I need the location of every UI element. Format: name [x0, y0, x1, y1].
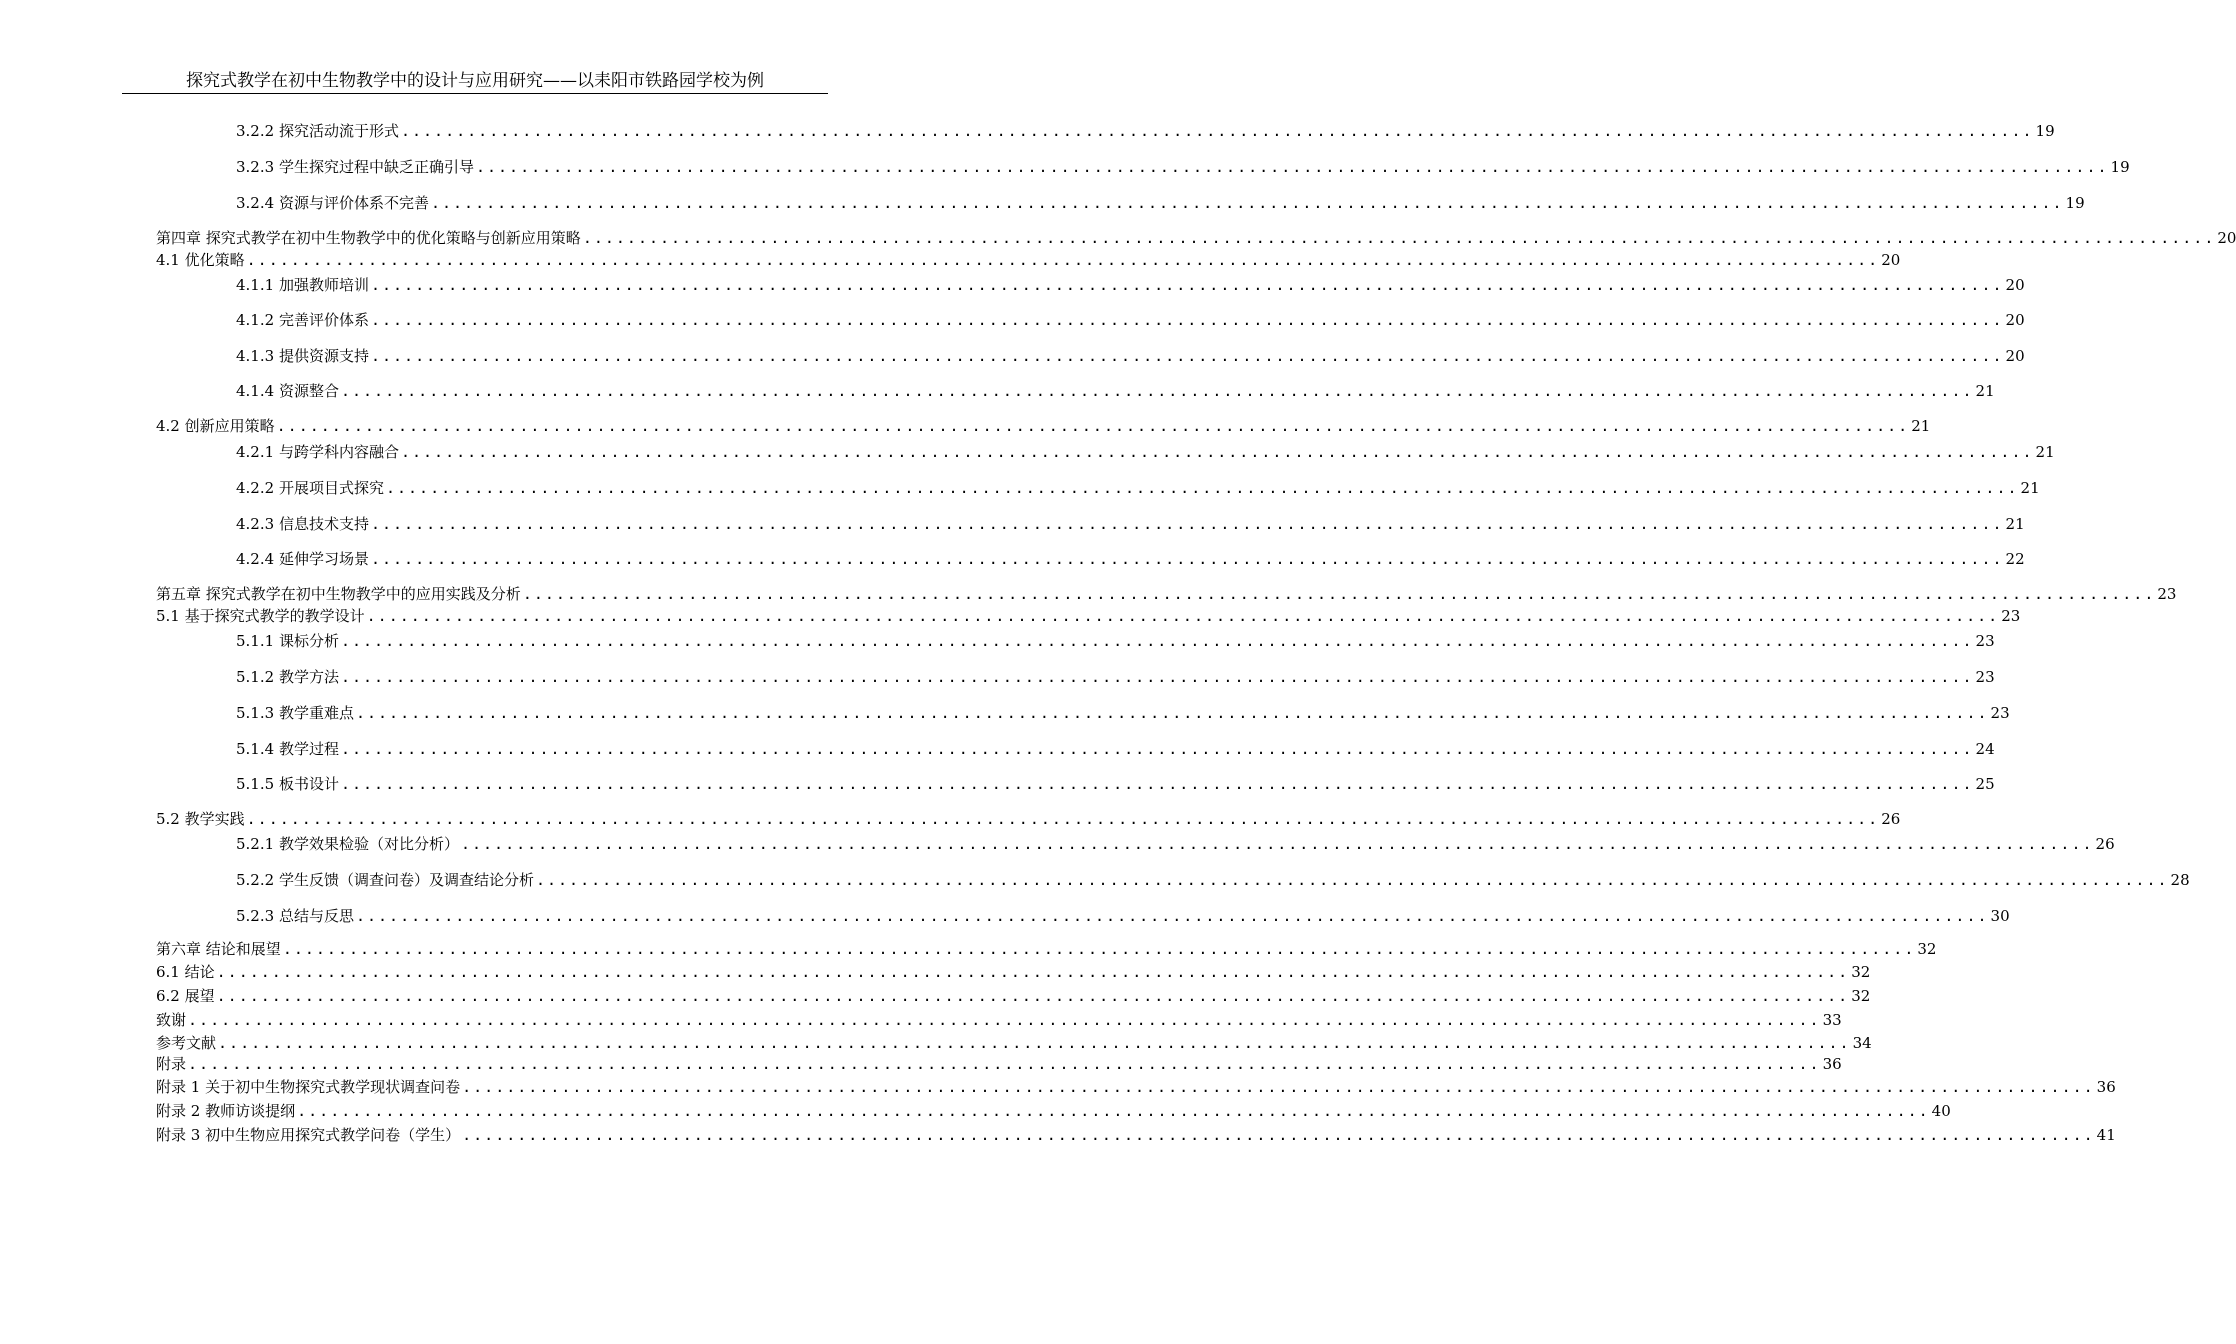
toc-leader-dots: .................................................................................................................................................... [475, 158, 2109, 176]
toc-entry-text: 完善评价体系 [278, 311, 369, 329]
toc-entry-number: 4.2 [156, 417, 180, 435]
toc-entry-title [156, 228, 581, 248]
toc-entry-references [156, 1033, 1872, 1053]
toc-entry-title [156, 962, 215, 982]
toc-page-number: 19 [2035, 122, 2055, 140]
toc-entry-number: 6.1 [156, 963, 180, 981]
toc-page-number: 20 [2005, 276, 2025, 294]
toc-entry-text: 资源整合 [278, 382, 339, 400]
toc-entry-number: 3.2.2 [236, 122, 275, 140]
toc-entry-5-1-5 [236, 774, 1995, 794]
toc-leader-dots: .................................................................................................................................................... [460, 835, 2094, 853]
toc-entry-title [156, 606, 365, 626]
toc-leader-dots: .................................................................................................................................................... [218, 1034, 1851, 1052]
toc-entry-text: 结论 [184, 963, 215, 981]
toc-leader-dots: .................................................................................................................................................... [535, 871, 2169, 889]
toc-entry-number: 4.2.1 [236, 443, 275, 461]
toc-entry-text: 教学重难点 [278, 704, 354, 722]
toc-entry-title [156, 1077, 460, 1097]
toc-leader-dots: .................................................................................................................................................... [370, 311, 2004, 329]
toc-leader-dots: .................................................................................................................................................... [385, 479, 2019, 497]
toc-entry-number: 5.2.2 [236, 871, 275, 889]
toc-entry-5-1-1 [236, 631, 1995, 651]
toc-entry-number: 附录 3 [156, 1126, 201, 1144]
toc-entry-5-1-4 [236, 739, 1995, 759]
toc-leader-dots: .................................................................................................................................................... [355, 907, 1989, 925]
toc-entry-4-2-2 [236, 478, 2040, 498]
toc-entry-appendix-1 [156, 1077, 2116, 1097]
toc-entry-text: 延伸学习场景 [278, 550, 369, 568]
toc-leader-dots: .................................................................................................................................................... [216, 987, 1850, 1005]
toc-entry-4-1-3 [236, 346, 2025, 366]
toc-entry-4-2-4 [236, 549, 2025, 569]
toc-entry-text: 结论和展望 [205, 940, 281, 958]
toc-leader-dots: .................................................................................................................................................... [216, 963, 1850, 981]
toc-entry-text: 总结与反思 [278, 907, 354, 925]
toc-page-number: 26 [1881, 810, 1901, 828]
toc-entry-title [236, 478, 384, 498]
toc-leader-dots: .................................................................................................................................................... [370, 515, 2004, 533]
toc-entry-number: 3.2.3 [236, 158, 275, 176]
toc-entry-appendix [156, 1054, 1842, 1074]
toc-leader-dots: .................................................................................................................................................... [522, 585, 2156, 603]
toc-entry-text: 提供资源支持 [278, 347, 369, 365]
toc-entry-5-1 [156, 606, 2021, 626]
toc-entry-number: 第六章 [156, 940, 202, 958]
toc-entry-5-2-3 [236, 906, 2010, 926]
toc-entry-4-2-1 [236, 442, 2055, 462]
toc-entry-number: 附录 2 [156, 1102, 201, 1120]
toc-entry-title [236, 193, 429, 213]
toc-leader-dots: .................................................................................................................................................... [355, 704, 1989, 722]
toc-page-number: 23 [2157, 585, 2177, 603]
toc-entry-text: 开展项目式探究 [278, 479, 384, 497]
toc-page-number: 23 [1990, 704, 2010, 722]
toc-leader-dots: .................................................................................................................................................... [370, 347, 2004, 365]
toc-entry-number: 5.1 [156, 607, 180, 625]
toc-page-number: 36 [1822, 1055, 1842, 1073]
toc-entry-5-1-3 [236, 703, 2010, 723]
toc-entry-title [156, 939, 281, 959]
toc-entry-5-2-1 [236, 834, 2115, 854]
toc-entry-text: 创新应用策略 [184, 417, 275, 435]
toc-entry-number: 5.1.4 [236, 740, 275, 758]
toc-entry-number: 4.1.4 [236, 382, 275, 400]
toc-entry-text: 展望 [184, 987, 215, 1005]
toc-page-number: 25 [1975, 775, 1995, 793]
toc-leader-dots: .................................................................................................................................................... [370, 550, 2004, 568]
toc-entry-text: 资源与评价体系不完善 [278, 194, 429, 212]
toc-entry-4-1 [156, 250, 1901, 270]
toc-entry-title [156, 809, 245, 829]
toc-entry-4-1-4 [236, 381, 1995, 401]
toc-entry-title [156, 1125, 460, 1145]
toc-entry-title [236, 834, 459, 854]
toc-leader-dots: .................................................................................................................................................... [276, 417, 1910, 435]
running-header: 探究式教学在初中生物教学中的设计与应用研究——以耒阳市铁路园学校为例 [186, 71, 764, 91]
toc-page-number: 32 [1917, 940, 1937, 958]
toc-entry-text: 教学方法 [278, 668, 339, 686]
toc-leader-dots: .................................................................................................................................................... [370, 276, 2004, 294]
toc-entry-title [236, 381, 339, 401]
toc-entry-number: 5.2.3 [236, 907, 275, 925]
toc-entry-text: 与跨学科内容融合 [278, 443, 399, 461]
toc-entry-title [236, 514, 369, 534]
toc-leader-dots: .................................................................................................................................................... [462, 1126, 2095, 1144]
toc-page-number: 41 [2096, 1126, 2116, 1144]
toc-entry-title [236, 346, 369, 366]
toc-leader-dots: .................................................................................................................................................... [340, 740, 1974, 758]
toc-entry-text: 教师访谈提纲 [205, 1102, 296, 1120]
toc-entry-4-1-1 [236, 275, 2025, 295]
toc-entry-number: 5.1.2 [236, 668, 275, 686]
toc-entry-5-2-2 [236, 870, 2190, 890]
toc-entry-title: 致谢 [156, 1011, 187, 1029]
toc-leader-dots: .................................................................................................................................................... [246, 810, 1880, 828]
toc-page-number: 33 [1822, 1011, 1842, 1029]
toc-page-number: 20 [2217, 229, 2236, 247]
toc-entry-number: 4.1.3 [236, 347, 275, 365]
toc-entry-number: 6.2 [156, 987, 180, 1005]
toc-page-number: 32 [1851, 987, 1871, 1005]
toc-entry-text: 教学实践 [184, 810, 245, 828]
toc-entry-title [156, 250, 245, 270]
toc-entry-title [236, 442, 399, 462]
toc-entry-title [236, 275, 369, 295]
toc-entry-title [236, 667, 339, 687]
toc-entry-number: 3.2.4 [236, 194, 275, 212]
toc-entry-6-2 [156, 986, 1871, 1006]
toc-leader-dots: .................................................................................................................................................... [366, 607, 2000, 625]
toc-leader-dots: .................................................................................................................................................... [297, 1102, 1930, 1120]
toc-page-number: 36 [2096, 1078, 2116, 1096]
toc-entry-title [236, 631, 339, 651]
toc-entry-title [156, 986, 215, 1006]
toc-entry-number: 4.2.2 [236, 479, 275, 497]
toc-page-number: 26 [2095, 835, 2115, 853]
toc-entry-number: 5.1.1 [236, 632, 275, 650]
toc-page-number: 20 [1881, 251, 1901, 269]
toc-entry-text: 基于探究式教学的教学设计 [184, 607, 365, 625]
toc-page-number: 21 [1911, 417, 1931, 435]
toc-entry-title [236, 739, 339, 759]
toc-entry-title [236, 774, 339, 794]
toc-leader-dots: .................................................................................................................................................... [462, 1078, 2095, 1096]
toc-entry-number: 5.1.5 [236, 775, 275, 793]
toc-page-number: 28 [2170, 871, 2190, 889]
toc-entry-number: 5.1.3 [236, 704, 275, 722]
toc-page-number: 19 [2110, 158, 2130, 176]
toc-entry-chapter-6 [156, 939, 1937, 959]
toc-page-number: 21 [1975, 382, 1995, 400]
toc-entry-number: 4.2.3 [236, 515, 275, 533]
toc-entry-5-2 [156, 809, 1901, 829]
toc-entry-title [236, 310, 369, 330]
toc-entry-4-2 [156, 416, 1931, 436]
toc-leader-dots: .................................................................................................................................................... [188, 1055, 1821, 1073]
toc-page-number: 32 [1851, 963, 1871, 981]
toc-entry-number: 4.1.2 [236, 311, 275, 329]
toc-entry-title [236, 121, 399, 141]
toc-entry-text: 信息技术支持 [278, 515, 369, 533]
toc-entry-title [236, 870, 534, 890]
toc-entry-3-2-2 [236, 121, 2055, 141]
toc-page-number: 34 [1852, 1034, 1872, 1052]
toc-entry-chapter-4 [156, 228, 2236, 248]
toc-page-number: 23 [1975, 668, 1995, 686]
toc-leader-dots: .................................................................................................................................................... [246, 251, 1880, 269]
toc-entry-text: 教学效果检验（对比分析） [278, 835, 459, 853]
toc-entry-chapter-5 [156, 584, 2177, 604]
toc-leader-dots: .................................................................................................................................................... [582, 229, 2216, 247]
toc-entry-3-2-4 [236, 193, 2085, 213]
toc-entry-text: 优化策略 [184, 251, 245, 269]
toc-entry-text: 学生探究过程中缺乏正确引导 [278, 158, 474, 176]
toc-entry-appendix-3 [156, 1125, 2116, 1145]
toc-leader-dots: .................................................................................................................................................... [188, 1011, 1821, 1029]
toc-page-number: 21 [2020, 479, 2040, 497]
header-rule [122, 93, 828, 94]
toc-entry-title [156, 1101, 295, 1121]
toc-leader-dots: .................................................................................................................................................... [340, 382, 1974, 400]
toc-page-number: 30 [1990, 907, 2010, 925]
toc-entry-number: 附录 1 [156, 1078, 201, 1096]
toc-page-number: 19 [2065, 194, 2085, 212]
toc-entry-number: 第四章 [156, 229, 202, 247]
toc-entry-number: 5.2 [156, 810, 180, 828]
toc-leader-dots: .................................................................................................................................................... [400, 443, 2034, 461]
toc-entry-number: 4.1.1 [236, 276, 275, 294]
toc-page-number: 20 [2005, 347, 2025, 365]
toc-page-number: 24 [1975, 740, 1995, 758]
toc-entry-title [236, 906, 354, 926]
toc-entry-text: 板书设计 [278, 775, 339, 793]
toc-page-number: 21 [2035, 443, 2055, 461]
toc-entry-text: 关于初中生物探究式教学现状调查问卷 [205, 1078, 461, 1096]
toc-entry-text: 加强教师培训 [278, 276, 369, 294]
toc-entry-title [236, 703, 354, 723]
toc-entry-title: 附录 [156, 1055, 187, 1073]
toc-leader-dots: .................................................................................................................................................... [340, 668, 1974, 686]
toc-leader-dots: .................................................................................................................................................... [400, 122, 2034, 140]
toc-entry-acknowledgements [156, 1010, 1842, 1030]
toc-page-number: 20 [2005, 311, 2025, 329]
toc-entry-text: 探究式教学在初中生物教学中的优化策略与创新应用策略 [205, 229, 581, 247]
toc-entry-title [236, 549, 369, 569]
toc-entry-appendix-2 [156, 1101, 1951, 1121]
toc-entry-text: 学生反馈（调查问卷）及调查结论分析 [278, 871, 534, 889]
toc-entry-title [156, 584, 521, 604]
toc-entry-4-2-3 [236, 514, 2025, 534]
toc-page-number: 23 [1975, 632, 1995, 650]
toc-leader-dots: .................................................................................................................................................... [340, 775, 1974, 793]
toc-entry-title [236, 157, 474, 177]
toc-entry-text: 教学过程 [278, 740, 339, 758]
toc-leader-dots: .................................................................................................................................................... [340, 632, 1974, 650]
toc-entry-4-1-2 [236, 310, 2025, 330]
toc-entry-number: 4.1 [156, 251, 180, 269]
toc-entry-number: 5.2.1 [236, 835, 275, 853]
toc-entry-number: 4.2.4 [236, 550, 275, 568]
toc-entry-text: 初中生物应用探究式教学问卷（学生） [205, 1126, 461, 1144]
toc-page-number: 23 [2001, 607, 2021, 625]
toc-entry-number: 第五章 [156, 585, 202, 603]
toc-entry-title [156, 416, 275, 436]
toc-entry-text: 课标分析 [278, 632, 339, 650]
toc-entry-text: 探究式教学在初中生物教学中的应用实践及分析 [205, 585, 521, 603]
toc-entry-title: 参考文献 [156, 1034, 217, 1052]
toc-entry-3-2-3 [236, 157, 2130, 177]
toc-leader-dots: .................................................................................................................................................... [430, 194, 2064, 212]
toc-page-number: 22 [2005, 550, 2025, 568]
toc-entry-6-1 [156, 962, 1871, 982]
toc-entry-text: 探究活动流于形式 [278, 122, 399, 140]
toc-entry-5-1-2 [236, 667, 1995, 687]
toc-page-number: 40 [1931, 1102, 1951, 1120]
toc-leader-dots: .................................................................................................................................................... [282, 940, 1916, 958]
toc-page-number: 21 [2005, 515, 2025, 533]
